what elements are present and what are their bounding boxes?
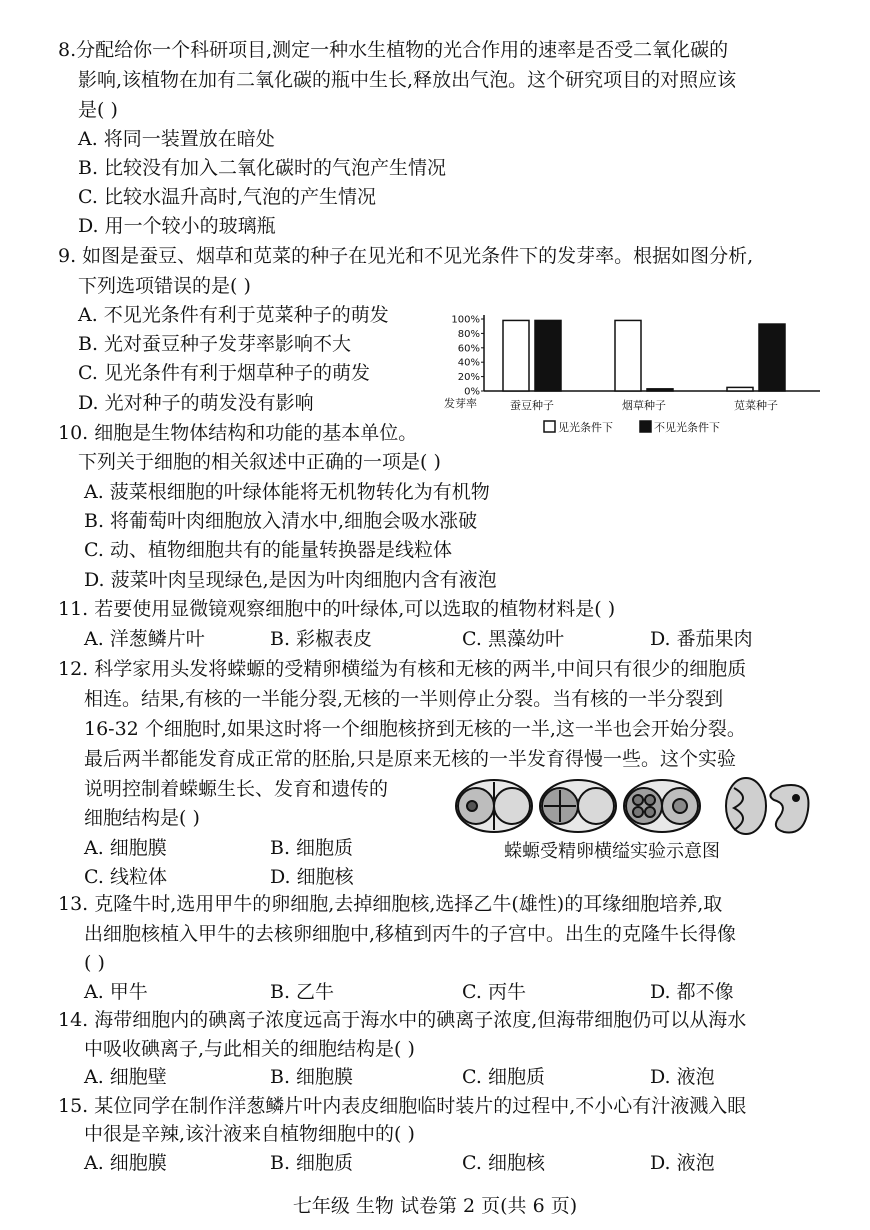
embryo-stage-3 [624, 780, 700, 832]
y-tick-label: 60% [457, 343, 480, 355]
embryo-stage-5 [770, 785, 808, 833]
q10-option-d: D. 菠菜叶肉呈现绿色,是因为叶肉细胞内含有液泡 [84, 569, 497, 591]
bar-light-2 [615, 320, 641, 391]
germination-rate-chart [442, 305, 832, 450]
bar-dark-2 [647, 389, 673, 391]
legend-label: 见光条件下 [558, 421, 613, 434]
y-tick-label: 40% [457, 357, 480, 369]
embryo-figure-caption: 蝾螈受精卵横缢实验示意图 [504, 841, 720, 862]
bar-dark-1 [535, 320, 561, 391]
q13-option-d: D. 都不像 [650, 981, 734, 1003]
q8-option-b: B. 比较没有加入二氧化碳时的气泡产生情况 [78, 157, 447, 179]
q13-line-2: 出细胞核植入甲牛的去核卵细胞中,移植到丙牛的子宫中。出生的克隆牛长得像 [84, 923, 737, 945]
q12-option-c: C. 线粒体 [84, 866, 167, 888]
category-label: 苋菜种子 [734, 399, 778, 412]
q8-line-2: 影响,该植物在加有二氧化碳的瓶中生长,释放出气泡。这个研究项目的对照应该 [78, 69, 737, 91]
bar-light-3 [727, 387, 753, 391]
legend-swatch [544, 421, 555, 432]
q15-option-d: D. 液泡 [650, 1152, 715, 1174]
embryo-stage-1 [456, 780, 532, 832]
q12-line-1: 12. 科学家用头发将蝾螈的受精卵横缢为有核和无核的两半,中间只有很少的细胞质 [58, 658, 747, 680]
q13-option-a: A. 甲牛 [84, 981, 148, 1003]
bar-light-1 [503, 320, 529, 391]
q13-line-1: 13. 克隆牛时,选用甲牛的卵细胞,去掉细胞核,选择乙牛(雄性)的耳缘细胞培养,取 [58, 893, 723, 915]
q15-line-1: 15. 某位同学在制作洋葱鳞片叶内表皮细胞临时装片的过程中,不小心有汁液溅入眼 [58, 1095, 747, 1117]
y-tick-label: 0% [464, 386, 480, 398]
q8-option-a: A. 将同一装置放在暗处 [78, 128, 275, 150]
embryo-stage-4 [726, 778, 766, 834]
category-label: 蚕豆种子 [510, 399, 554, 412]
q9-option-a: A. 不见光条件有利于苋菜种子的萌发 [78, 304, 389, 326]
q12-option-d: D. 细胞核 [270, 866, 354, 888]
legend-label: 不见光条件下 [654, 421, 720, 434]
q9-line-2: 下列选项错误的是( ) [78, 275, 251, 297]
category-label: 烟草种子 [622, 399, 666, 412]
q11-line-1: 11. 若要使用显微镜观察细胞中的叶绿体,可以选取的植物材料是( ) [58, 598, 616, 620]
q15-line-2: 中很是辛辣,该汁液来自植物细胞中的( ) [84, 1123, 415, 1145]
y-tick-label: 20% [457, 372, 480, 384]
q10-line-2: 下列关于细胞的相关叙述中正确的一项是( ) [78, 451, 441, 473]
q10-option-a: A. 菠菜根细胞的叶绿体能将无机物转化为有机物 [84, 481, 490, 503]
q8-option-d: D. 用一个较小的玻璃瓶 [78, 215, 276, 237]
q14-option-d: D. 液泡 [650, 1066, 715, 1088]
y-tick-label: 80% [457, 328, 480, 340]
q10-line-1: 10. 细胞是生物体结构和功能的基本单位。 [58, 422, 418, 444]
q9-option-d: D. 光对种子的萌发没有影响 [78, 392, 314, 414]
q11-option-a: A. 洋葱鳞片叶 [84, 628, 205, 650]
q11-option-c: C. 黑藻幼叶 [462, 628, 564, 650]
embryo-stage-2 [540, 780, 616, 832]
q15-option-a: A. 细胞膜 [84, 1152, 167, 1174]
q10-option-c: C. 动、植物细胞共有的能量转换器是线粒体 [84, 539, 452, 561]
q13-option-b: B. 乙牛 [270, 981, 335, 1003]
q14-option-c: C. 细胞质 [462, 1066, 545, 1088]
q12-option-b: B. 细胞质 [270, 837, 354, 859]
q8-line-3: 是( ) [78, 99, 118, 121]
q15-option-c: C. 细胞核 [462, 1152, 545, 1174]
q13-option-c: C. 丙牛 [462, 981, 526, 1003]
y-tick-label: 100% [451, 314, 480, 326]
legend-swatch [640, 421, 651, 432]
q14-option-b: B. 细胞膜 [270, 1066, 354, 1088]
q12-option-a: A. 细胞膜 [84, 837, 167, 859]
bar-dark-3 [759, 324, 785, 391]
q9-option-c: C. 见光条件有利于烟草种子的萌发 [78, 362, 370, 384]
q8-option-c: C. 比较水温升高时,气泡的产生情况 [78, 186, 376, 208]
q9-option-b: B. 光对蚕豆种子发芽率影响不大 [78, 333, 352, 355]
q11-option-d: D. 番茄果肉 [650, 628, 753, 650]
salamander-embryo-figure [452, 776, 812, 838]
q12-line-5: 说明控制着蝾螈生长、发育和遗传的 [84, 778, 389, 800]
q12-line-3: 16-32 个细胞时,如果这时将一个细胞核挤到无核的一半,这一半也会开始分裂。 [84, 718, 746, 740]
y-axis-label: 发芽率 [444, 397, 477, 410]
q14-line-2: 中吸收碘离子,与此相关的细胞结构是( ) [84, 1038, 415, 1060]
page-footer: 七年级 生物 试卷第 2 页(共 6 页) [292, 1195, 578, 1217]
q10-option-b: B. 将葡萄叶肉细胞放入清水中,细胞会吸水涨破 [84, 510, 478, 532]
q12-line-4: 最后两半都能发育成正常的胚胎,只是原来无核的一半发育得慢一些。这个实验 [84, 748, 737, 770]
q11-option-b: B. 彩椒表皮 [270, 628, 373, 650]
q14-option-a: A. 细胞壁 [84, 1066, 167, 1088]
q9-line-1: 9. 如图是蚕豆、烟草和苋菜的种子在见光和不见光条件下的发芽率。根据如图分析, [58, 245, 754, 267]
q15-option-b: B. 细胞质 [270, 1152, 354, 1174]
q8-line-1: 8.分配给你一个科研项目,测定一种水生植物的光合作用的速率是否受二氧化碳的 [58, 39, 729, 61]
q14-line-1: 14. 海带细胞内的碘离子浓度远高于海水中的碘离子浓度,但海带细胞仍可以从海水 [58, 1009, 747, 1031]
q12-line-6: 细胞结构是( ) [84, 807, 200, 829]
q12-line-2: 相连。结果,有核的一半能分裂,无核的一半则停止分裂。当有核的一半分裂到 [84, 688, 724, 710]
q13-line-3: ( ) [84, 952, 105, 974]
